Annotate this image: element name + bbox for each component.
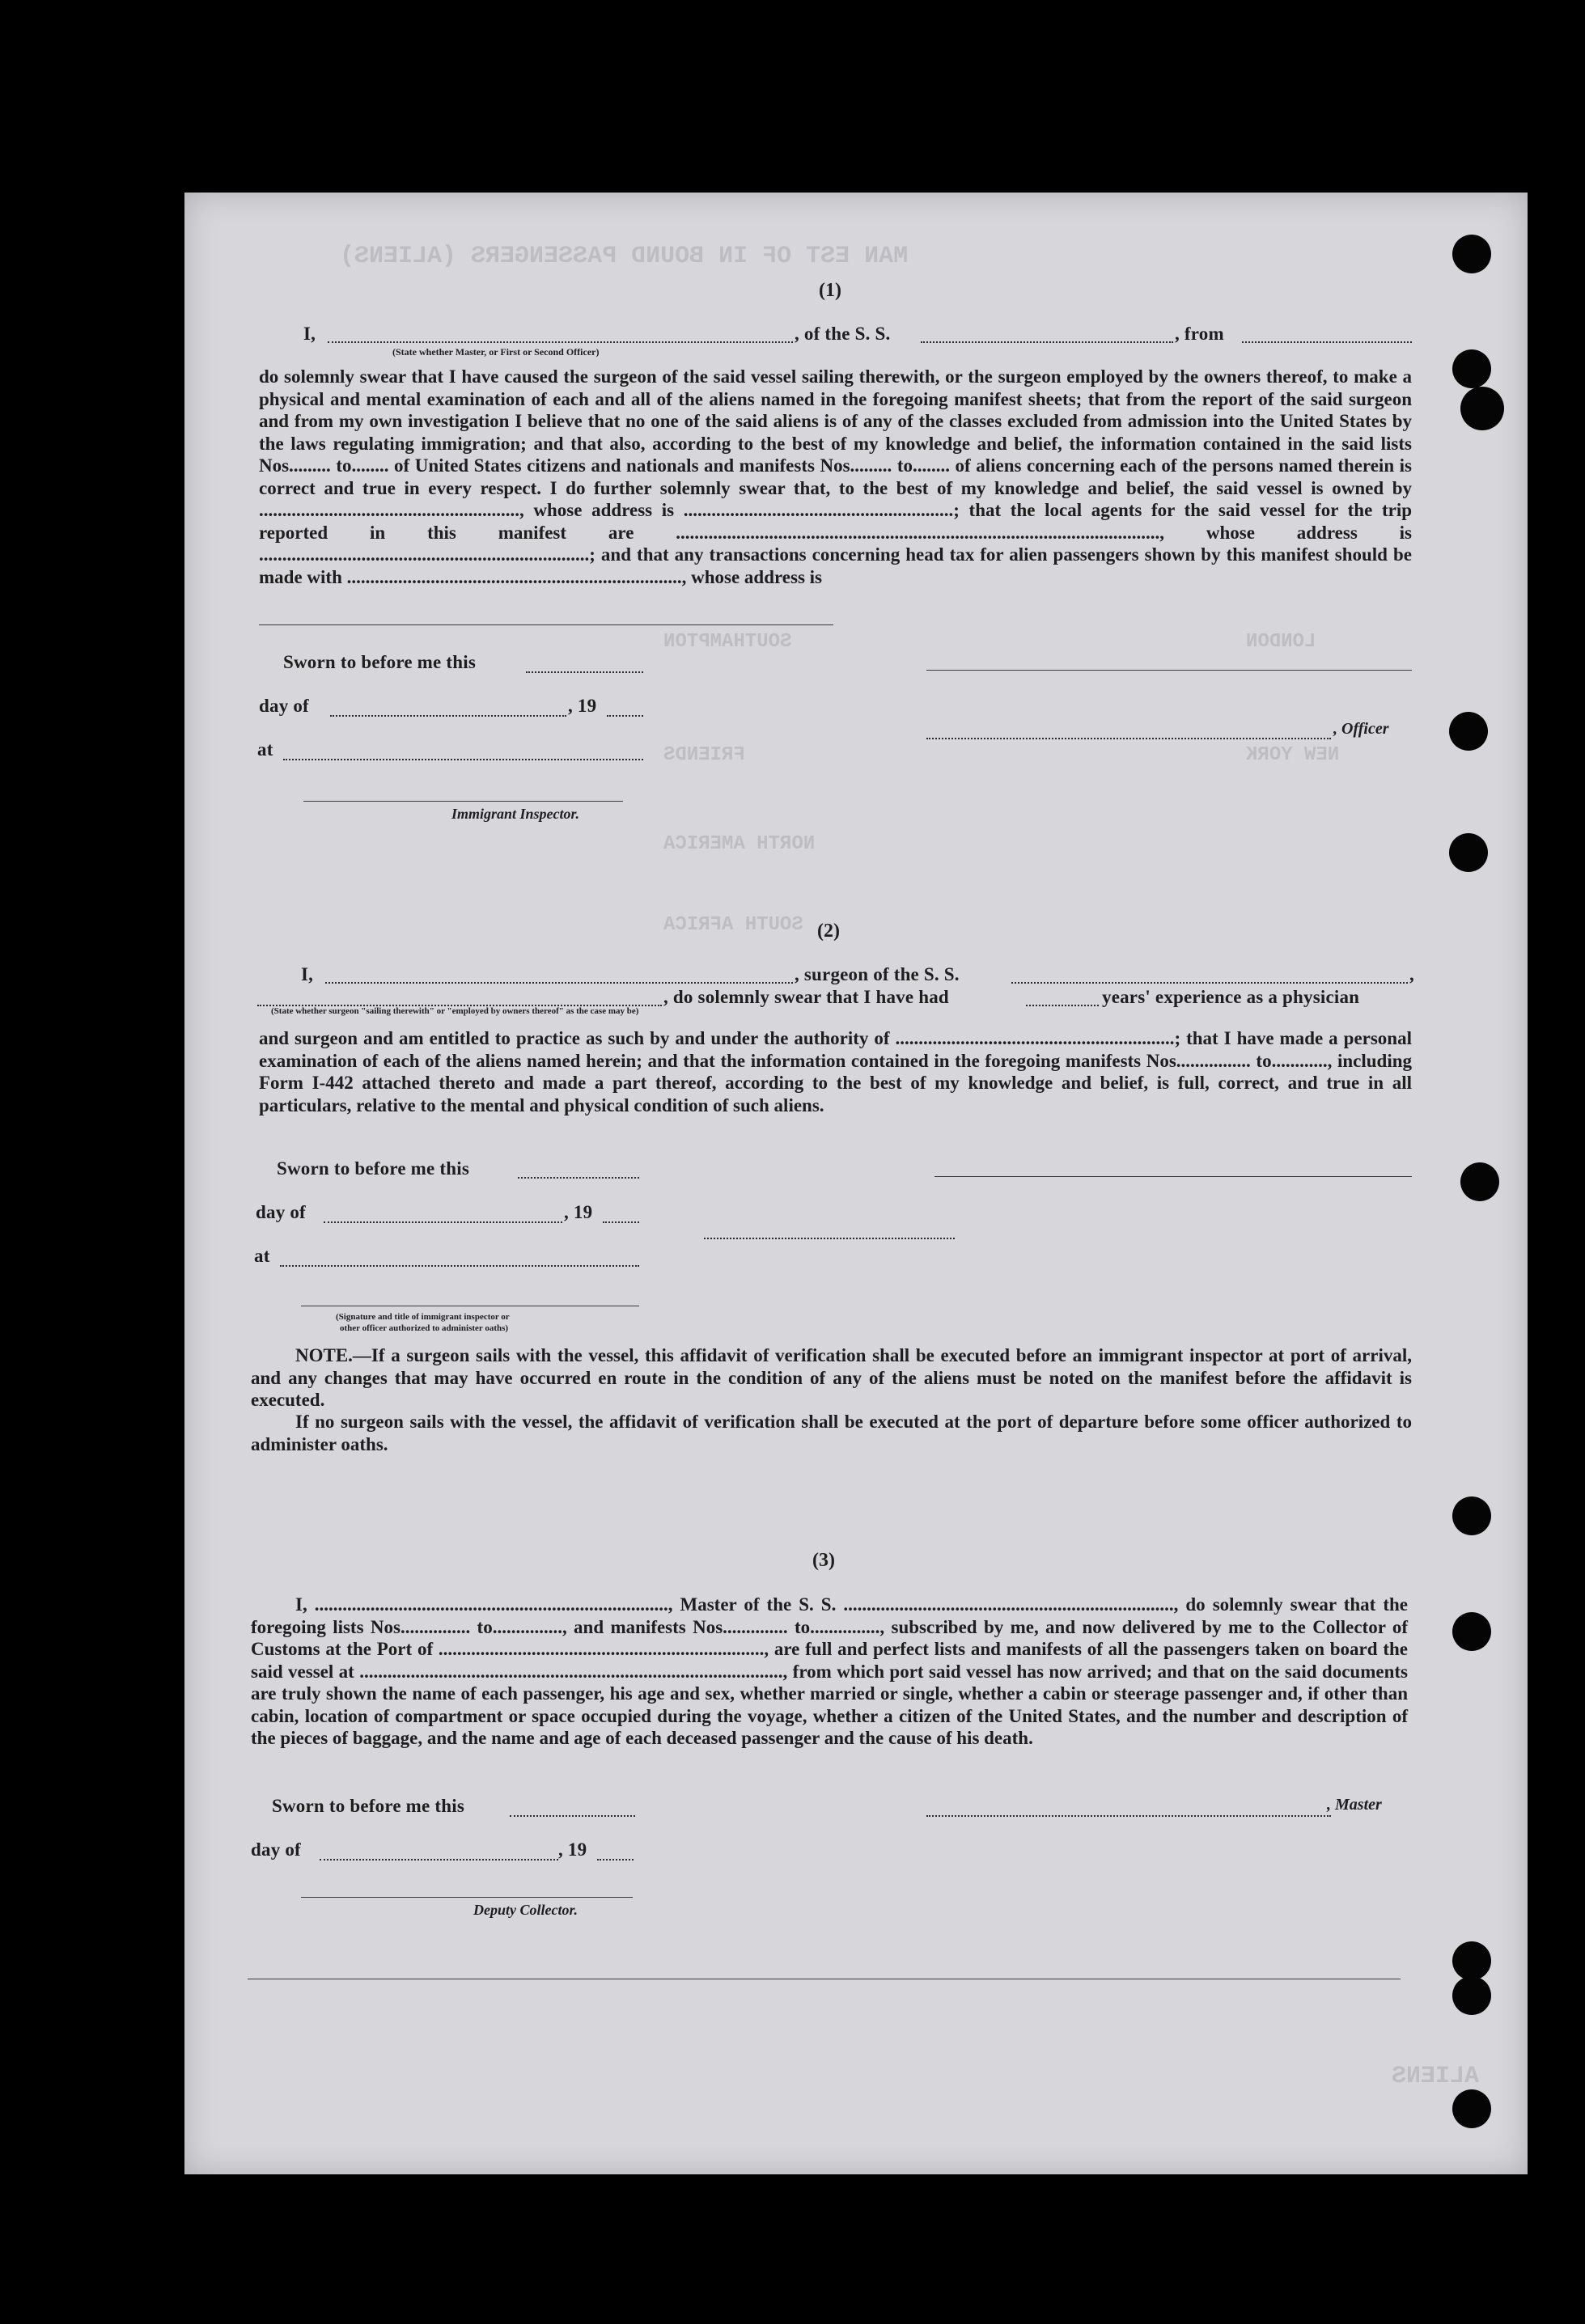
bleed-through-mark: MAN EST OF IN BOUND PASSENGERS (ALIENS) (340, 243, 909, 270)
day-of-label: day of (256, 1202, 306, 1222)
bleed-through-mark: LONDON (1246, 631, 1316, 653)
at-label: at (257, 739, 273, 760)
note-paragraph: If no surgeon sails with the vessel, the affidavit of verification shall be executed at the port of departure before some officer authorized to administer oaths. (251, 1412, 1412, 1454)
fill-line (1026, 1005, 1099, 1006)
signature-caption: other officer authorized to administer oaths) (340, 1323, 509, 1333)
punch-hole (1449, 712, 1488, 751)
immigrant-inspector-label: Immigrant Inspector. (451, 806, 580, 822)
punch-hole (1452, 1976, 1491, 2015)
sworn-label: Sworn to before me this (277, 1158, 469, 1179)
punch-hole (1449, 833, 1488, 872)
section-number: (1) (819, 280, 841, 301)
punch-hole (1452, 349, 1491, 388)
punch-hole (1452, 2089, 1491, 2128)
fill-line (325, 982, 793, 984)
day-of-label: day of (259, 696, 309, 716)
separator-line (259, 624, 833, 625)
year-label: , 19 (564, 1202, 593, 1222)
bleed-through-mark: FRIENDS (663, 744, 745, 766)
bleed-through-mark: SOUTHAMPTON (663, 631, 792, 653)
section-number: (2) (817, 921, 840, 942)
at-label: at (254, 1246, 270, 1266)
fill-line (283, 759, 643, 760)
fill-line (921, 341, 1173, 343)
fill-line (526, 671, 643, 673)
signature-line (303, 801, 623, 802)
field-caption: (State whether Master, or First or Second Officer) (392, 346, 600, 358)
fill-line (280, 1265, 639, 1267)
punch-hole (1460, 387, 1504, 430)
oath-paragraph: I, ............................................................................, Master of the S. S. ......................................................................., do solemnly swear that the foregoing lists Nos............... to..............., and manifests Nos.............. to..............., subscribed by me, and now delivered by me to the Collector of Customs at the Port of ......................................................................, are full and perfect lists and manifests of all the passengers taken on board the said vessel at ..........................................................................................., from which port said vessel has now arrived; and that on the said documents are truly shown the name of each passenger, his age and sex, whether married or single, whether a cabin or steerage passenger and, if other than cabin, location of compartment or space occupied during the voyage, whether a citizen of the United States, and the number and description of the pieces of baggage, and the name and age of each deceased passenger and the cause of his death. (251, 1594, 1408, 1748)
year-label: , 19 (558, 1839, 587, 1860)
fill-line (518, 1177, 639, 1179)
years-experience-text: years' experience as a physician (1102, 987, 1360, 1007)
section-number: (3) (812, 1550, 835, 1571)
year-label: , 19 (568, 696, 597, 716)
fill-line (1242, 341, 1412, 343)
fill-line (603, 1221, 639, 1223)
fill-line (320, 1859, 558, 1860)
officer-label: , Officer (1333, 720, 1389, 738)
fill-line (510, 1815, 635, 1817)
fill-line (926, 1815, 1331, 1817)
note-paragraph: NOTE.—If a surgeon sails with the vessel, this affidavit of verification shall be executed before an immigrant inspector at port of arrival, and any changes that may have occurred en route in the condition of any of the aliens must be noted on the manifest before the affidavit is executed. (251, 1345, 1412, 1410)
signature-line (301, 1897, 633, 1898)
bleed-through-mark: SOUTH AFRICA (663, 914, 803, 936)
punch-hole (1452, 1496, 1491, 1535)
fill-line (607, 715, 643, 717)
punch-hole (1452, 1612, 1491, 1651)
punch-hole (1452, 1941, 1491, 1980)
fill-line (926, 738, 1331, 739)
of-the-ss-label: , of the S. S. (795, 324, 891, 344)
signature-caption: (Signature and title of immigrant inspector or (336, 1312, 510, 1322)
signature-line (934, 1176, 1412, 1177)
day-of-label: day of (251, 1839, 301, 1860)
sworn-label: Sworn to before me this (272, 1796, 464, 1816)
fill-line (328, 341, 793, 343)
oath-paragraph: and surgeon and am entitled to practice as such by and under the authority of ............................................................; that I have made a personal examination of each of the aliens named herein; and that the information contained in the foregoing manifests Nos................ to............, including Form I-442 attached thereto and made a part thereof, according to the best of my knowledge and belief, is full, correct, and true in all particulars, relative to the mental and physical condition of such aliens. (259, 1028, 1412, 1115)
fill-line (1011, 982, 1408, 984)
signature-line (926, 670, 1412, 671)
punch-hole (1460, 1162, 1499, 1201)
punch-hole (1452, 235, 1491, 273)
fill-line (704, 1238, 955, 1239)
deputy-collector-label: Deputy Collector. (473, 1902, 578, 1918)
oath-line-i: I, (301, 964, 314, 984)
comma: , (1409, 964, 1414, 984)
bleed-through-mark: ALIENS (1392, 2063, 1480, 2090)
bleed-through-mark: NORTH AMERICA (663, 833, 816, 855)
bleed-through-mark: NEW YORK (1246, 744, 1340, 766)
sworn-label: Sworn to before me this (283, 652, 476, 672)
fill-line (330, 715, 566, 717)
fill-line (324, 1221, 562, 1223)
fill-line (597, 1859, 634, 1860)
field-caption: (State whether surgeon "sailing therewith" or "employed by owners thereof" as the case may be) (271, 1006, 639, 1016)
oath-paragraph: do solemnly swear that I have caused the surgeon of the said vessel sailing therewith, or the surgeon employed by the owners thereof, to make a physical and mental examination of each and all of the aliens named in the foregoing manifest sheets; that from the report of the said surgeon and from my own investigation I believe that no one of the said aliens is of any of the classes excluded from admission into the United States by the laws regulating immigration; and that also, according to the best of my knowledge and belief, the information contained in the said lists Nos......... to........ of United States citizens and nationals and manifests Nos......... to........ of aliens concerning each of the persons named therein is correct and true in every respect. I do further solemnly swear that, to the best of my knowledge and belief, the said vessel is owned by ........................................................, whose address is ..........................................................; that the local agents for the said vessel for the trip reported in this manifest are ........................................................................................................, whose address is .......................................................................; and that any transactions concerning head tax for alien passengers shown by this manifest should be made with ........................................................................, whose address is (259, 366, 1412, 587)
master-label: , Master (1327, 1796, 1382, 1814)
oath-line-i: I, (303, 324, 316, 344)
solemnly-swear-text: , do solemnly swear that I have had (663, 987, 949, 1007)
surgeon-label: , surgeon of the S. S. (795, 964, 960, 984)
from-label: , from (1175, 324, 1224, 344)
